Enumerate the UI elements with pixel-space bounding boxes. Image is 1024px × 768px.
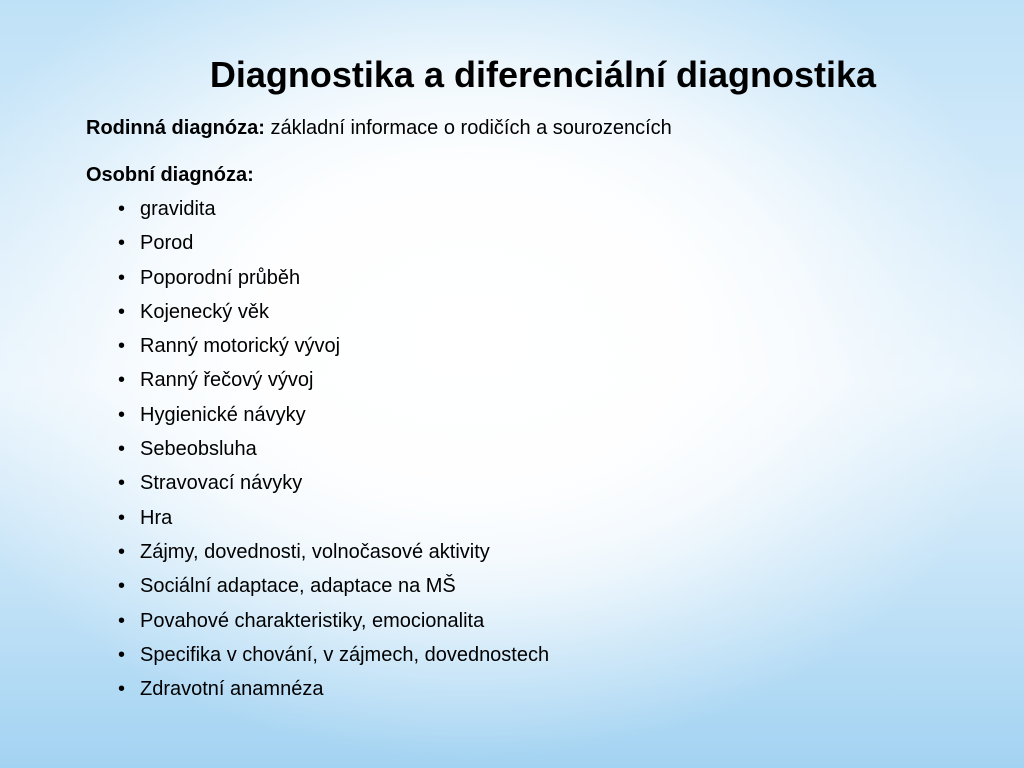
list-item: [118, 573, 549, 607]
list-item-text: Ranný řečový vývoj: [140, 369, 314, 392]
list-item-text: gravidita: [140, 198, 216, 220]
bullet-icon: •: [118, 198, 126, 220]
list-item-text: Specifika v chování, v zájmech, dovednostech: [140, 643, 550, 666]
list-item: [118, 539, 549, 573]
family-diagnosis-text: základní informace o rodičích a sourozencích: [264, 117, 672, 139]
list-item: [118, 230, 549, 264]
list-item-text: Kojenecký věk: [140, 300, 269, 323]
list-item-text: Ranný motorický vývoj: [140, 335, 341, 358]
list-item: [118, 265, 549, 299]
bullet-icon: •: [118, 232, 126, 255]
list-item: [118, 608, 549, 642]
bullet-icon: •: [118, 335, 126, 358]
family-diagnosis-label: Rodinná diagnóza:: [86, 117, 265, 139]
bullet-icon: •: [118, 575, 126, 598]
list-item-text: Porod: [140, 232, 194, 255]
list-item: [118, 299, 549, 333]
list-item-text: Zdravotní anamnéza: [140, 678, 324, 701]
bullet-icon: •: [118, 300, 126, 323]
personal-diagnosis-label: Osobní diagnóza:: [86, 164, 254, 186]
bullet-icon: •: [118, 643, 126, 666]
list-item-text: Zájmy, dovednosti, volnočasové aktivity: [140, 540, 490, 563]
list-item: [118, 402, 549, 436]
bullet-icon: •: [118, 506, 126, 529]
list-item: [118, 470, 549, 504]
list-item: [118, 367, 549, 401]
list-item: [118, 436, 549, 470]
list-item-text: Povahové charakteristiky, emocionalita: [140, 609, 485, 632]
bullet-icon: •: [118, 403, 126, 426]
list-item: [118, 196, 549, 230]
bullet-icon: •: [118, 678, 126, 701]
list-item: [118, 333, 549, 367]
bullet-icon: •: [118, 438, 126, 461]
slide-title: Diagnostika a diferenciální diagnostika: [209, 54, 877, 95]
bullet-icon: •: [118, 266, 126, 289]
list-item-text: Sociální adaptace, adaptace na MŠ: [140, 575, 456, 598]
list-item-text: Hra: [140, 506, 173, 529]
bullet-icon: •: [118, 540, 126, 563]
list-item: [118, 505, 549, 539]
list-item-text: Hygienické návyky: [140, 403, 306, 426]
bullet-icon: •: [118, 472, 126, 495]
bullet-icon: •: [118, 369, 126, 392]
family-diagnosis-line: [86, 115, 672, 141]
list-item: [118, 642, 549, 676]
list-item-text: Sebeobsluha: [140, 438, 257, 461]
personal-diagnosis-list: [118, 196, 549, 710]
list-item-text: Poporodní průběh: [140, 266, 301, 289]
bullet-icon: •: [118, 609, 126, 632]
list-item-text: Stravovací návyky: [140, 472, 303, 495]
list-item: [118, 676, 549, 710]
